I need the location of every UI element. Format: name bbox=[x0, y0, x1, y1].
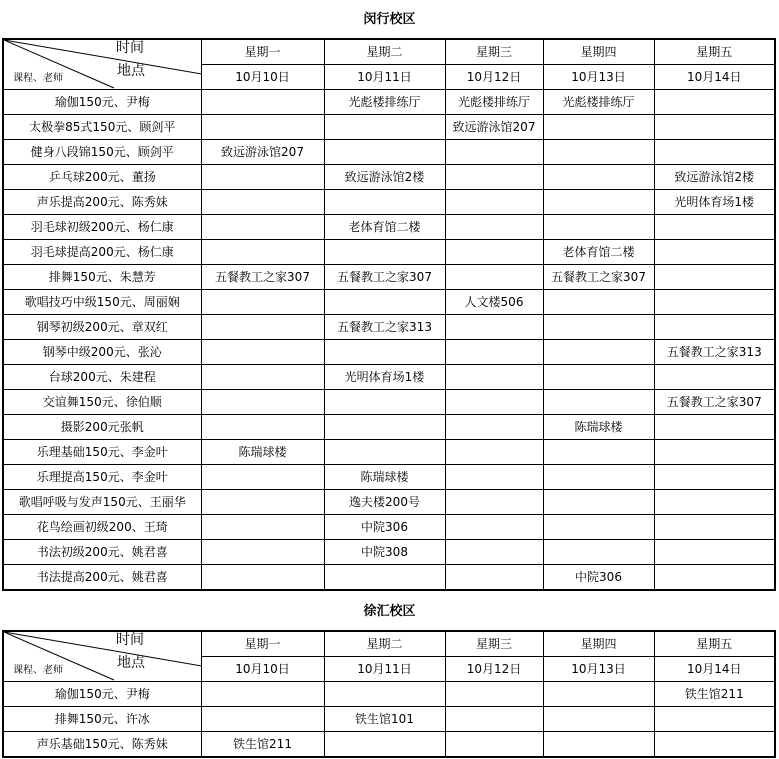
course-cell: 瑜伽150元、尹梅 bbox=[3, 90, 201, 115]
venue-cell bbox=[201, 465, 324, 490]
venue-cell bbox=[445, 390, 543, 415]
corner-time-label: 时间 bbox=[116, 632, 144, 648]
course-cell: 书法提高200元、姚君喜 bbox=[3, 565, 201, 591]
table-row bbox=[3, 215, 775, 240]
day-header: 星期三 bbox=[445, 39, 543, 65]
venue-cell: 铁生馆211 bbox=[201, 732, 324, 758]
venue-cell bbox=[654, 540, 775, 565]
table-row bbox=[3, 90, 775, 115]
venue-cell: 铁生馆211 bbox=[654, 682, 775, 707]
course-cell: 太极拳85式150元、顾剑平 bbox=[3, 115, 201, 140]
table-row bbox=[3, 240, 775, 265]
course-cell: 乐理基础150元、李金叶 bbox=[3, 440, 201, 465]
venue-cell bbox=[201, 240, 324, 265]
venue-cell bbox=[543, 315, 654, 340]
venue-cell bbox=[654, 440, 775, 465]
venue-cell: 光彪楼排练厅 bbox=[324, 90, 445, 115]
date-header: 10月13日 bbox=[543, 657, 654, 682]
day-header: 星期二 bbox=[324, 39, 445, 65]
course-cell: 交谊舞150元、徐伯顺 bbox=[3, 390, 201, 415]
venue-cell bbox=[543, 682, 654, 707]
venue-cell: 陈瑞球楼 bbox=[324, 465, 445, 490]
course-cell: 乐理提高150元、李金叶 bbox=[3, 465, 201, 490]
venue-cell: 光彪楼排练厅 bbox=[445, 90, 543, 115]
venue-cell bbox=[324, 140, 445, 165]
venue-cell: 五餐教工之家313 bbox=[654, 340, 775, 365]
corner-course-label: 课程、老师 bbox=[13, 665, 63, 676]
venue-cell bbox=[201, 515, 324, 540]
venue-cell: 五餐教工之家307 bbox=[324, 265, 445, 290]
table-row bbox=[3, 540, 775, 565]
venue-cell bbox=[201, 540, 324, 565]
corner-course-label: 课程、老师 bbox=[13, 73, 63, 84]
course-cell: 声乐提高200元、陈秀妹 bbox=[3, 190, 201, 215]
venue-cell bbox=[201, 390, 324, 415]
venue-cell bbox=[654, 732, 775, 758]
venue-cell bbox=[201, 215, 324, 240]
venue-cell bbox=[445, 515, 543, 540]
day-header: 星期一 bbox=[201, 631, 324, 657]
date-header: 10月11日 bbox=[324, 65, 445, 90]
table-row bbox=[3, 490, 775, 515]
venue-cell bbox=[445, 365, 543, 390]
venue-cell bbox=[324, 732, 445, 758]
venue-cell bbox=[654, 365, 775, 390]
venue-cell bbox=[543, 190, 654, 215]
venue-cell bbox=[201, 340, 324, 365]
table-row bbox=[3, 415, 775, 440]
venue-cell bbox=[543, 732, 654, 758]
campus1-title: 闵行校区 bbox=[363, 12, 416, 27]
campus2-schedule-table bbox=[2, 630, 776, 758]
venue-cell bbox=[324, 682, 445, 707]
venue-cell: 铁生馆101 bbox=[324, 707, 445, 732]
venue-cell: 光明体育场1楼 bbox=[654, 190, 775, 215]
venue-cell bbox=[445, 415, 543, 440]
course-cell: 声乐基础150元、陈秀妹 bbox=[3, 732, 201, 758]
venue-cell bbox=[543, 515, 654, 540]
venue-cell bbox=[445, 465, 543, 490]
venue-cell bbox=[543, 440, 654, 465]
date-header: 10月13日 bbox=[543, 65, 654, 90]
venue-cell bbox=[654, 215, 775, 240]
course-cell: 排舞150元、朱慧芳 bbox=[3, 265, 201, 290]
venue-cell bbox=[543, 215, 654, 240]
venue-cell bbox=[201, 190, 324, 215]
campus2-title: 徐汇校区 bbox=[363, 604, 416, 619]
table-row bbox=[3, 682, 775, 707]
table-row bbox=[3, 390, 775, 415]
venue-cell bbox=[324, 240, 445, 265]
course-cell: 台球200元、朱建程 bbox=[3, 365, 201, 390]
table-row bbox=[3, 515, 775, 540]
course-cell: 钢琴中级200元、张沁 bbox=[3, 340, 201, 365]
venue-cell: 致远游泳馆207 bbox=[201, 140, 324, 165]
course-cell: 摄影200元张帆 bbox=[3, 415, 201, 440]
venue-cell bbox=[201, 490, 324, 515]
course-cell: 歌唱呼吸与发声150元、王丽华 bbox=[3, 490, 201, 515]
course-cell: 花鸟绘画初级200、王琦 bbox=[3, 515, 201, 540]
venue-cell bbox=[445, 265, 543, 290]
venue-cell bbox=[654, 290, 775, 315]
venue-cell bbox=[543, 540, 654, 565]
venue-cell bbox=[543, 340, 654, 365]
venue-cell bbox=[445, 340, 543, 365]
venue-cell bbox=[201, 165, 324, 190]
venue-cell bbox=[324, 440, 445, 465]
venue-cell bbox=[445, 682, 543, 707]
course-cell: 排舞150元、许冰 bbox=[3, 707, 201, 732]
course-cell: 乒乓球200元、董扬 bbox=[3, 165, 201, 190]
venue-cell bbox=[654, 707, 775, 732]
venue-cell: 致远游泳馆2楼 bbox=[654, 165, 775, 190]
table-row bbox=[3, 440, 775, 465]
corner-header-cell bbox=[3, 631, 201, 682]
course-cell: 钢琴初级200元、章双红 bbox=[3, 315, 201, 340]
venue-cell bbox=[324, 190, 445, 215]
venue-cell bbox=[654, 465, 775, 490]
table-row bbox=[3, 140, 775, 165]
date-header: 10月10日 bbox=[201, 65, 324, 90]
table-row bbox=[3, 465, 775, 490]
course-cell: 歌唱技巧中级150元、周丽娴 bbox=[3, 290, 201, 315]
day-header: 星期五 bbox=[654, 631, 775, 657]
venue-cell bbox=[445, 540, 543, 565]
venue-cell bbox=[201, 115, 324, 140]
venue-cell bbox=[445, 140, 543, 165]
table-row bbox=[3, 315, 775, 340]
venue-cell bbox=[445, 190, 543, 215]
table-row bbox=[3, 565, 775, 591]
venue-cell bbox=[445, 165, 543, 190]
venue-cell: 中院308 bbox=[324, 540, 445, 565]
table-row bbox=[3, 365, 775, 390]
venue-cell bbox=[445, 215, 543, 240]
venue-cell bbox=[201, 682, 324, 707]
corner-header-cell bbox=[3, 39, 201, 90]
venue-cell bbox=[543, 707, 654, 732]
day-header: 星期五 bbox=[654, 39, 775, 65]
venue-cell bbox=[654, 240, 775, 265]
venue-cell: 光彪楼排练厅 bbox=[543, 90, 654, 115]
venue-cell bbox=[201, 315, 324, 340]
table-row bbox=[3, 707, 775, 732]
venue-cell bbox=[324, 390, 445, 415]
venue-cell: 人文楼506 bbox=[445, 290, 543, 315]
date-header: 10月11日 bbox=[324, 657, 445, 682]
venue-cell bbox=[324, 565, 445, 591]
day-header: 星期三 bbox=[445, 631, 543, 657]
venue-cell bbox=[445, 240, 543, 265]
table-row bbox=[3, 115, 775, 140]
venue-cell bbox=[201, 290, 324, 315]
venue-cell bbox=[654, 415, 775, 440]
venue-cell bbox=[201, 565, 324, 591]
venue-cell bbox=[654, 565, 775, 591]
course-cell: 书法初级200元、姚君喜 bbox=[3, 540, 201, 565]
campus1-schedule-table bbox=[2, 38, 776, 591]
corner-time-label: 时间 bbox=[116, 40, 144, 56]
venue-cell bbox=[201, 707, 324, 732]
venue-cell bbox=[324, 290, 445, 315]
venue-cell bbox=[654, 115, 775, 140]
venue-cell: 中院306 bbox=[543, 565, 654, 591]
corner-place-label: 地点 bbox=[117, 63, 145, 79]
table-row bbox=[3, 340, 775, 365]
venue-cell: 陈瑞球楼 bbox=[201, 440, 324, 465]
venue-cell bbox=[543, 115, 654, 140]
venue-cell: 致远游泳馆207 bbox=[445, 115, 543, 140]
venue-cell bbox=[324, 340, 445, 365]
venue-cell: 致远游泳馆2楼 bbox=[324, 165, 445, 190]
venue-cell bbox=[324, 415, 445, 440]
date-header: 10月12日 bbox=[445, 657, 543, 682]
venue-cell bbox=[445, 440, 543, 465]
day-header: 星期四 bbox=[543, 631, 654, 657]
venue-cell bbox=[201, 90, 324, 115]
venue-cell bbox=[543, 490, 654, 515]
venue-cell bbox=[654, 140, 775, 165]
venue-cell bbox=[543, 140, 654, 165]
venue-cell: 老体育馆二楼 bbox=[324, 215, 445, 240]
venue-cell bbox=[445, 565, 543, 591]
table-row bbox=[3, 165, 775, 190]
date-header: 10月10日 bbox=[201, 657, 324, 682]
venue-cell bbox=[201, 415, 324, 440]
date-header: 10月12日 bbox=[445, 65, 543, 90]
venue-cell bbox=[654, 490, 775, 515]
venue-cell bbox=[201, 365, 324, 390]
venue-cell bbox=[445, 732, 543, 758]
course-cell: 羽毛球初级200元、杨仁康 bbox=[3, 215, 201, 240]
venue-cell: 中院306 bbox=[324, 515, 445, 540]
venue-cell bbox=[543, 465, 654, 490]
venue-cell bbox=[324, 115, 445, 140]
venue-cell: 光明体育场1楼 bbox=[324, 365, 445, 390]
venue-cell bbox=[543, 290, 654, 315]
day-header: 星期二 bbox=[324, 631, 445, 657]
venue-cell: 五餐教工之家307 bbox=[654, 390, 775, 415]
course-cell: 瑜伽150元、尹梅 bbox=[3, 682, 201, 707]
venue-cell bbox=[654, 265, 775, 290]
venue-cell bbox=[445, 707, 543, 732]
venue-cell: 五餐教工之家307 bbox=[201, 265, 324, 290]
table-row bbox=[3, 290, 775, 315]
venue-cell: 陈瑞球楼 bbox=[543, 415, 654, 440]
venue-cell bbox=[543, 365, 654, 390]
day-header: 星期四 bbox=[543, 39, 654, 65]
venue-cell: 五餐教工之家313 bbox=[324, 315, 445, 340]
date-header: 10月14日 bbox=[654, 65, 775, 90]
day-header: 星期一 bbox=[201, 39, 324, 65]
venue-cell bbox=[445, 490, 543, 515]
venue-cell bbox=[543, 165, 654, 190]
course-cell: 健身八段锦150元、顾剑平 bbox=[3, 140, 201, 165]
corner-place-label: 地点 bbox=[117, 655, 145, 671]
venue-cell bbox=[543, 390, 654, 415]
table-row bbox=[3, 265, 775, 290]
course-cell: 羽毛球提高200元、杨仁康 bbox=[3, 240, 201, 265]
table-row bbox=[3, 190, 775, 215]
table-row bbox=[3, 732, 775, 758]
date-header: 10月14日 bbox=[654, 657, 775, 682]
venue-cell bbox=[654, 515, 775, 540]
venue-cell: 老体育馆二楼 bbox=[543, 240, 654, 265]
venue-cell bbox=[445, 315, 543, 340]
venue-cell: 五餐教工之家307 bbox=[543, 265, 654, 290]
venue-cell: 逸夫楼200号 bbox=[324, 490, 445, 515]
venue-cell bbox=[654, 90, 775, 115]
venue-cell bbox=[654, 315, 775, 340]
